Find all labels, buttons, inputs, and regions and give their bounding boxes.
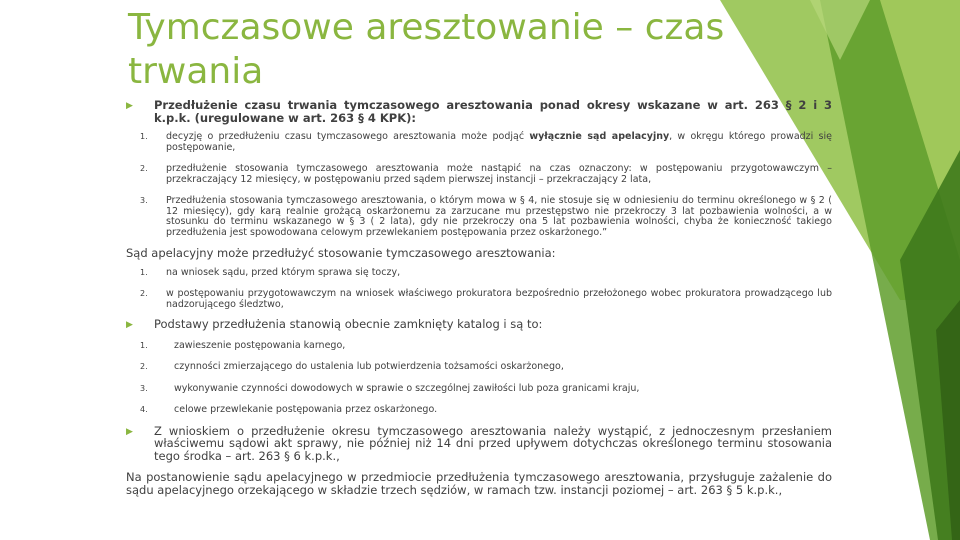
list-text-pre: decyzję o przedłużeniu czasu tymczasowego aresztowania może podjąć: [166, 131, 530, 142]
closing-paragraph: Na postanowienie sądu apelacyjnego w przedmiocie przedłużenia tymczasowego aresztowania, przysługuje zażalenie do sądu apelacyjnego orzekającego w składzie trzech sędziów, w ramach tzw. instancji poziomej – art. 263 § 5 k.p.k.,: [126, 470, 832, 497]
list-item: [126, 164, 832, 185]
list-number: 3.: [140, 196, 148, 205]
section3-heading-text: Podstawy przedłużenia stanowią obecnie zamknięty katalog i są to:: [154, 317, 543, 331]
list-text: na wniosek sądu, przed którym sprawa się toczy,: [166, 266, 401, 278]
list-number: 1.: [140, 267, 148, 277]
list-number: 2.: [140, 289, 148, 298]
list-text: przedłużenie stosowania tymczasowego aresztowania może nastąpić na czas oznaczony: w postępowaniu przygotowawczym – przekraczający 12 miesięcy, w postępowaniu przed sądem pierwszej instancji – przekraczający 2 lata,: [166, 163, 832, 185]
list-text: czynności zmierzającego do ustalenia lub potwierdzenia tożsamości oskarżonego,: [174, 361, 564, 372]
list-text: zawieszenie postępowania karnego,: [174, 339, 346, 351]
section3-list: [126, 341, 832, 416]
page-title: Tymczasowe aresztowanie – czas trwania: [128, 7, 725, 92]
section4-text: Z wnioskiem o przedłużenie okresu tymczasowego aresztowania należy wystąpić, z jednoczesnym przesłaniem właściwemu sądowi akt sprawy, nie później niż 14 dni przed upływem dotychczas określonego terminu stosowania tego środka – art. 263 § 6 k.p.k.,: [154, 423, 832, 463]
triangle-bullet-icon: ▶: [126, 426, 133, 437]
section4-paragraph: [126, 425, 832, 463]
list-text: w postępowaniu przygotowawczym na wniosek właściwego prokuratora bezpośrednio przełożonego wobec prokuratora prowadzącego lub nadzorującego śledztwo,: [166, 288, 832, 310]
list-item: [126, 341, 832, 352]
section1-heading-text: Przedłużenie czasu trwania tymczasowego aresztowania ponad okresy wskazane w art. 263 § 2 i 3 k.p.k. (uregulowane w art. 263 § 4 KPK):: [154, 98, 832, 125]
triangle-bullet-icon: ▶: [126, 101, 133, 111]
section1-heading: [126, 99, 832, 124]
section2-list: [126, 268, 832, 311]
list-number: 1.: [140, 132, 148, 141]
list-text: wykonywanie czynności dowodowych w sprawie o szczególnej zawiłości lub poza granicami kraju,: [174, 382, 640, 394]
list-item: [126, 196, 832, 238]
list-number: 2.: [140, 362, 148, 371]
list-item: [126, 362, 832, 373]
section3-heading: [126, 318, 832, 331]
list-item: [126, 405, 832, 416]
section2-heading: Sąd apelacyjny może przedłużyć stosowanie tymczasowego aresztowania:: [126, 246, 556, 260]
list-text-post: , w okręgu którego prowadzi się postępowanie,: [166, 131, 832, 153]
list-item: [126, 384, 832, 395]
list-number: 3.: [140, 383, 148, 393]
list-text: celowe przewlekanie postępowania przez oskarżonego.: [174, 404, 438, 415]
list-item: [126, 289, 832, 310]
list-number: 4.: [140, 405, 148, 414]
list-item: [126, 132, 832, 153]
triangle-bullet-icon: ▶: [126, 320, 133, 330]
section1-list: [126, 132, 832, 238]
list-text-bold: wyłącznie sąd apelacyjny: [529, 131, 670, 142]
list-text: Przedłużenia stosowania tymczasowego aresztowania, o którym mowa w § 4, nie stosuje się w odniesieniu do terminu określonego w § 2 ( 12 miesięcy), gdy karą realnie grożącą oskarżonemu za zarzucane mu przestępstwo nie przekroczy 3 lat pozbawienia wolności, a w stosunku do terminu wskazanego w § 3 ( 2 lata), gdy nie przekroczy ona 5 lat pozbawienia wolności, chyba że konieczność takiego przedłużenia jest spowodowana celowym przewlekaniem postępowania przez oskarżonego.”: [166, 195, 832, 238]
slide-content: [126, 99, 832, 496]
list-number: 1.: [140, 340, 148, 350]
list-number: 2.: [140, 164, 148, 173]
list-item: [126, 268, 832, 279]
